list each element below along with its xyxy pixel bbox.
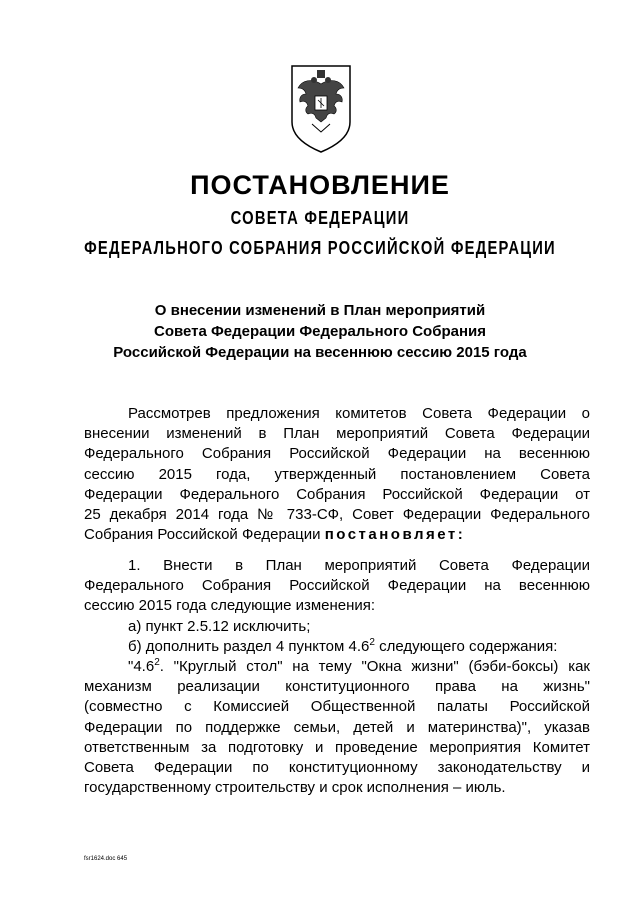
quote-line: государственному строительству и срок исполнения – июль. <box>84 779 506 797</box>
sub-item-b-text: следующего содержания: <box>374 637 558 655</box>
item-line: сессию 2015 года следующие изменения: <box>84 597 376 615</box>
preamble-paragraph <box>84 404 590 545</box>
item-1-paragraph <box>84 556 590 798</box>
subject-line: Совета Федерации Федерального Собрания <box>153 323 487 340</box>
subject-line: Российской Федерации на весеннюю сессию 2015 года <box>113 344 527 361</box>
quote-line: ответственным за подготовку и проведение мероприятия Комитет <box>84 738 590 756</box>
decree-word: постановляет: <box>324 526 466 544</box>
document-subject <box>60 300 580 363</box>
subject-line: О внесении изменений в План мероприятий <box>154 302 486 319</box>
preamble-line: внесении изменений в План мероприятий Совета Федерации <box>84 425 590 443</box>
quote-text: . "Круглый стол" на тему "Окна жизни" (бэби-боксы) как <box>159 658 590 676</box>
preamble-line: сессию 2015 года, утвержденный постановлением Совета <box>84 465 590 483</box>
preamble-line: Федерации Федерального Собрания Российской Федерации от <box>84 485 590 503</box>
superscript: 2 <box>369 636 375 648</box>
quote-line: (совместно с Комиссией Общественной палаты Российской <box>84 698 590 716</box>
coat-of-arms-emblem <box>288 62 354 154</box>
sub-item-a: а) пункт 2.5.12 исключить; <box>128 617 311 635</box>
item-line: Федерального Собрания Российской Федерации на весеннюю <box>84 577 590 595</box>
preamble-line: Федерального Собрания Российской Федерации на весеннюю <box>84 445 590 463</box>
quote-text: "4.6 <box>128 658 155 676</box>
issuer-line-2: ФЕДЕРАЛЬНОГО СОБРАНИЯ РОССИЙСКОЙ ФЕДЕРАЦИИ <box>84 238 556 258</box>
sub-item-b-text: б) дополнить раздел 4 пунктом 4.6 <box>128 637 370 655</box>
preamble-text: Собрания Российской Федерации <box>84 526 321 544</box>
item-line: 1. Внести в План мероприятий Совета Федерации <box>128 557 590 574</box>
quote-line: механизм реализации конституционного права на жизнь" <box>84 678 590 696</box>
document-footer-code: fsr1624.doc 645 <box>84 856 128 862</box>
document-title: ПОСТАНОВЛЕНИЕ <box>190 170 450 200</box>
issuer-line-1: СОВЕТА ФЕДЕРАЦИИ <box>230 208 410 228</box>
superscript: 2 <box>154 657 160 669</box>
preamble-line: Рассмотрев предложения комитетов Совета Федерации о <box>128 405 590 422</box>
sub-item-b <box>84 637 590 657</box>
quote-line <box>84 657 590 677</box>
preamble-line: 25 декабря 2014 года № 733-СФ, Совет Федерации Федерального <box>84 506 590 524</box>
quote-line: Совета Федерации по конституционному законодательству и <box>84 759 590 777</box>
quote-line: Федерации по поддержке семьи, детей и материнства)", указав <box>84 718 590 736</box>
preamble-line <box>84 525 590 545</box>
